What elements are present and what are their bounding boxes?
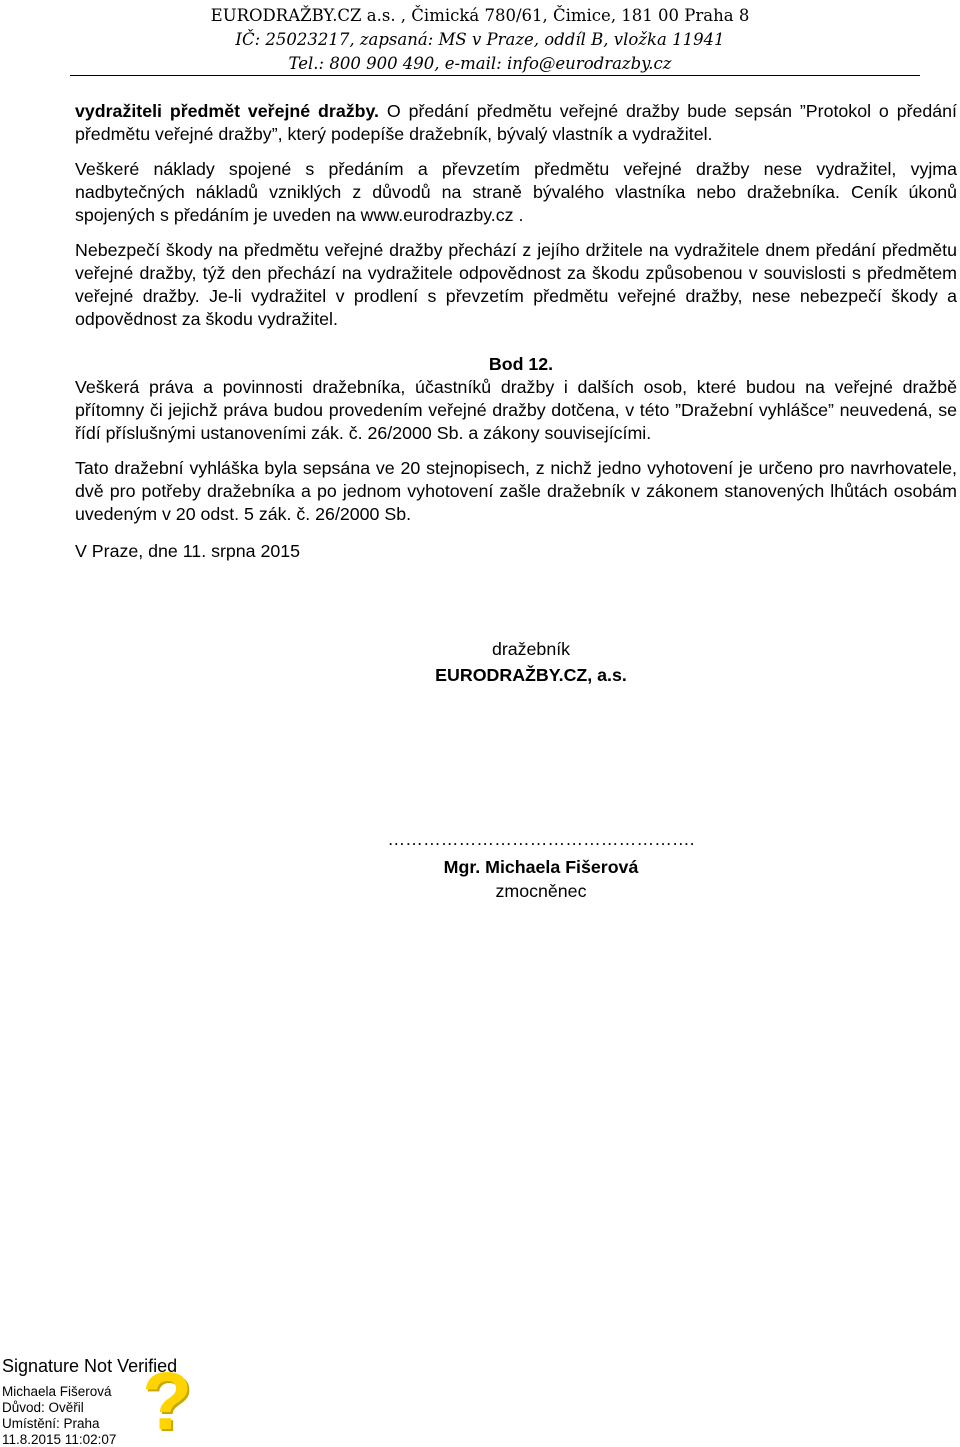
paragraph-handover: [75, 100, 957, 146]
paragraph-handover-text: O předání předmětu veřejné dražby bude sepsán ”Protokol o předání předmětu veřejné dražby”, který podepíše dražebník, bývalý vlastník a vydražitel.: [75, 101, 957, 144]
section-heading-bod-12: Bod 12.: [488, 354, 554, 374]
letterhead-registration-line: IČ: 25023217, zapsaná: MS v Praze, oddíl B, vložka 11941: [235, 30, 725, 49]
auctioneer-company: EURODRAŽBY.CZ, a.s.: [435, 665, 627, 685]
document-body: [75, 100, 957, 901]
signer-name: Mgr. Michaela Fišerová: [443, 857, 639, 877]
paragraph-copies: Tato dražební vyhláška byla sepsána ve 20 stejnopisech, z nichž jedno vyhotovení je určeno pro navrhovatele, dvě pro potřeby dražebníka a po jednom vyhotovení zašle dražebník v zákonem stanovených lhůtách osobám uvedeným v 20 odst. 5 zák. č. 26/2000 Sb.: [75, 458, 957, 524]
signature-status: Signature Not Verified: [2, 1356, 178, 1376]
letterhead-contact-line: Tel.: 800 900 490, e-mail: info@eurodrazby.cz: [288, 54, 672, 73]
paragraph-handover-bold: vydražiteli předmět veřejné dražby.: [75, 101, 379, 121]
letterhead: [0, 4, 960, 76]
signature-reason: Důvod: Ověřil: [2, 1400, 84, 1415]
paragraph-costs: Veškeré náklady spojené s předáním a převzetím předmětu veřejné dražby nese vydražitel, vyjma nadbytečných nákladů vzniklých z důvodů na straně bývalého vlastníka nebo dražebníka. Ceník úkonů spojených s předáním je uveden na www.eurodrazby.cz .: [75, 159, 957, 225]
digital-signature-block[interactable]: [2, 1356, 262, 1447]
auctioneer-label: dražebník: [491, 639, 571, 659]
header-divider: [70, 75, 920, 76]
signature-dotted-line: …………………………………………….: [387, 829, 695, 849]
signer-role: zmocněnec: [495, 881, 587, 901]
place-and-date: V Praze, dne 11. srpna 2015: [75, 541, 301, 561]
signature-unverified-question-icon: ?: [142, 1356, 193, 1447]
paragraph-risk: Nebezpečí škody na předmětu veřejné dražby přechází z jejího držitele na vydražitele dnem předání předmětu veřejné dražby, týž den přechází na vydražitele odpovědnost za škodu způsobenou v souvislosti s předmětem veřejné dražby. Je-li vydražitel v prodlení s převzetím předmětu veřejné dražby, nese nebezpečí škody a odpovědnost za škodu vydražitel.: [75, 240, 957, 329]
letterhead-company-line: EURODRAŽBY.CZ a.s. , Čimická 780/61, Čimice, 181 00 Praha 8: [210, 6, 750, 25]
signature-location: Umístění: Praha: [2, 1416, 100, 1431]
paragraph-rights: Veškerá práva a povinnosti dražebníka, účastníků dražby i dalších osob, které budou na veřejné dražbě přítomny či jejichž práva budou provedením veřejné dražby dotčena, v této ”Dražební vyhlášce” neuvedená, se řídí příslušnými ustanoveními zák. č. 26/2000 Sb. a zákony souvisejícími.: [75, 377, 957, 443]
signature-timestamp: 11.8.2015 11:02:07: [2, 1432, 117, 1447]
signature-name: Michaela Fišerová: [2, 1384, 112, 1399]
